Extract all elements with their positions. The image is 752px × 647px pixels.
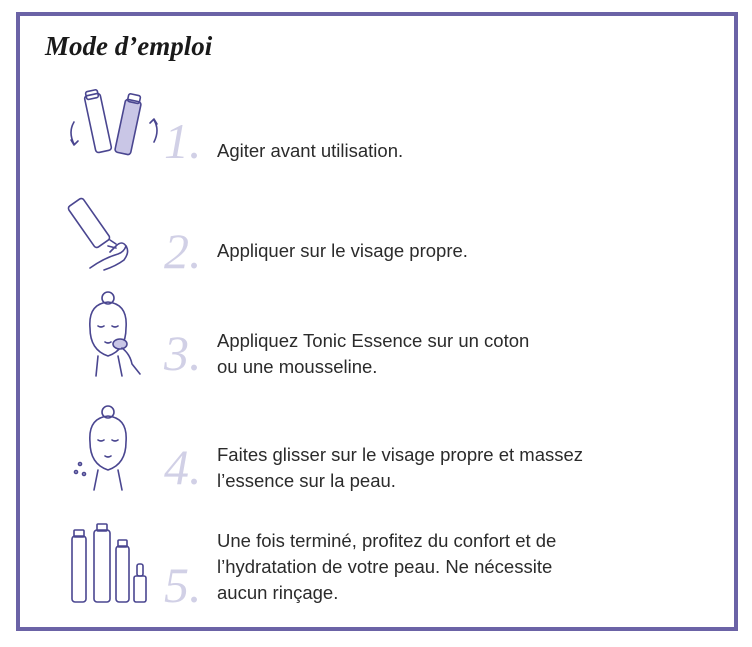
step-number: 1.	[164, 113, 202, 169]
step-text: Appliquer sur le visage propre.	[217, 240, 468, 261]
product-bottles-icon	[60, 520, 160, 606]
pour-bottle-hand-icon	[60, 188, 160, 274]
face-cotton-pad-icon	[60, 288, 160, 378]
step-text: Appliquez Tonic Essence sur un coton ou une mousseline.	[217, 330, 530, 377]
instructions-panel	[16, 12, 738, 631]
step-number: 2.	[164, 223, 202, 279]
step-number: 4.	[164, 439, 202, 495]
step-text: Agiter avant utilisation.	[217, 140, 404, 161]
step-text: Faites glisser sur le visage propre et massez l’essence sur la peau.	[217, 444, 584, 491]
shake-bottles-icon	[60, 88, 160, 168]
step-text: Une fois terminé, profitez du confort et de l’hydratation de votre peau. Ne nécessite aucun rinçage.	[217, 530, 557, 603]
page-title: Mode d’emploi	[45, 31, 213, 61]
face-massage-icon	[60, 402, 160, 492]
step-number: 3.	[164, 325, 202, 381]
step-number: 5.	[164, 557, 202, 613]
